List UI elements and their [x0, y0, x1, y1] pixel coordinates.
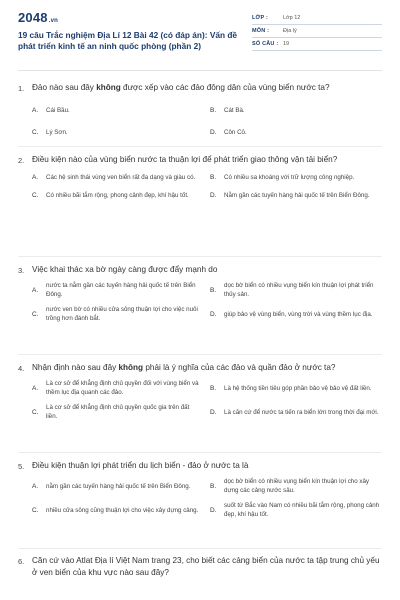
- option-letter: B.: [210, 483, 217, 491]
- options-grid: [32, 282, 382, 324]
- option-text: dọc bờ biển có nhiều vụng biển kín thuận lợi phát triển thủy sản.: [224, 282, 374, 299]
- option-c[interactable]: [32, 190, 208, 202]
- option-letter: C.: [32, 507, 39, 515]
- option-letter: A.: [32, 174, 39, 182]
- options-grid: [32, 380, 382, 422]
- option-text: suốt từ Bắc vào Nam có nhiều bãi tắm rộng, phong cảnh đẹp, khí hậu tốt.: [224, 502, 380, 519]
- option-text: Côn Cỏ.: [224, 128, 247, 136]
- option-letter: D.: [210, 192, 217, 200]
- option-c[interactable]: [32, 306, 208, 324]
- question-3: [18, 264, 382, 324]
- option-text: Là cơ sở để khẳng định chủ quyền quốc gia trên đất liền.: [46, 404, 190, 421]
- meta-key: LỚP :: [252, 15, 268, 21]
- option-d[interactable]: [210, 306, 386, 324]
- option-letter: D.: [210, 507, 217, 515]
- option-c[interactable]: [32, 127, 208, 139]
- option-letter: C.: [32, 192, 39, 200]
- option-d[interactable]: [210, 190, 386, 202]
- option-letter: A.: [32, 107, 39, 115]
- question-text-part: Nhận định nào sau đây: [32, 363, 119, 372]
- option-letter: A.: [32, 287, 39, 295]
- question-text-part: được xếp vào các đảo đông dân của vùng biển nước ta?: [120, 83, 330, 92]
- question-separator: [18, 452, 382, 453]
- question-text-part: Việc khai thác xa bờ ngày càng được đẩy mạnh do: [32, 265, 218, 274]
- option-a[interactable]: [32, 105, 208, 117]
- meta-row-count: [252, 38, 382, 51]
- option-letter: D.: [210, 409, 217, 417]
- option-letter: A.: [32, 385, 39, 393]
- option-b[interactable]: [210, 282, 386, 300]
- option-letter: B.: [210, 385, 217, 393]
- meta-row-subject: [252, 25, 382, 38]
- option-text: Có nhiều sa khoáng với trữ lượng công nghiệp.: [224, 173, 355, 181]
- meta-value: Lớp 12: [283, 15, 301, 21]
- question-number: 5.: [18, 462, 25, 471]
- question-text: [32, 555, 382, 579]
- option-text: Có nhiều bãi tắm rộng, phong cảnh đẹp, khí hậu tốt.: [46, 191, 189, 199]
- option-text: Nằm gần các tuyến hàng hải quốc tế trên Biển Đông.: [224, 191, 370, 199]
- option-text: giúp bảo vệ vùng biển, vùng trời và vùng thềm lục địa.: [224, 310, 373, 318]
- question-separator: [18, 548, 382, 549]
- option-d[interactable]: [210, 404, 386, 422]
- option-letter: C.: [32, 129, 39, 137]
- option-text: Là cơ sở để khẳng định chủ quyền đối với vùng biển và thềm lục địa quanh các đảo.: [46, 380, 199, 397]
- question-number: 6.: [18, 557, 25, 566]
- question-number: 4.: [18, 364, 25, 373]
- logo-main: 2048: [18, 10, 48, 25]
- option-text: nằm gần các tuyến hàng hải quốc tế trên Biển Đông.: [46, 482, 191, 490]
- option-letter: C.: [32, 409, 39, 417]
- question-text-part: Căn cứ vào Atlat Địa lí Việt Nam trang 23, cho biết các cảng biển của nước ta tập trung chủ yếu ở ven biển của khu vực nào sau đây?: [32, 556, 380, 578]
- question-text-emphasis: không: [118, 363, 144, 372]
- question-1: [18, 82, 382, 139]
- question-text: [32, 154, 382, 166]
- question-text: [32, 460, 382, 472]
- option-b[interactable]: [210, 172, 386, 184]
- option-letter: C.: [32, 311, 39, 319]
- option-text: Cái Bầu.: [46, 106, 70, 114]
- option-letter: A.: [32, 483, 39, 491]
- question-text-part: Điều kiện thuận lợi phát triển du lịch biển - đảo ở nước ta là: [32, 461, 249, 470]
- option-a[interactable]: [32, 172, 208, 184]
- question-text-part: Điều kiện nào của vùng biển nước ta thuận lợi để phát triển giao thông vận tải biển?: [32, 155, 338, 164]
- option-letter: D.: [210, 311, 217, 319]
- question-text-part: phải là ý nghĩa của các đảo và quần đảo ở nước ta?: [143, 363, 336, 372]
- question-text-emphasis: không: [96, 83, 121, 92]
- option-a[interactable]: [32, 478, 208, 496]
- meta-row-class: [252, 12, 382, 25]
- question-6: [18, 555, 382, 579]
- question-4: [18, 362, 382, 422]
- options-grid: [32, 105, 382, 139]
- meta-key: MÔN :: [252, 28, 270, 34]
- option-letter: D.: [210, 129, 217, 137]
- page-header: [0, 0, 400, 62]
- option-text: Lý Sơn.: [46, 128, 68, 136]
- question-number: 1.: [18, 84, 25, 93]
- option-text: Là căn cứ để nước ta tiến ra biển lớn trong thời đại mới.: [224, 408, 379, 416]
- option-letter: B.: [210, 287, 217, 295]
- option-text: Các hệ sinh thái vùng ven biển rất đa dạng và giàu có.: [46, 173, 196, 181]
- question-2: [18, 154, 382, 202]
- option-text: Cát Bà.: [224, 106, 245, 114]
- logo-suffix: .vn: [48, 18, 59, 24]
- header-divider: [18, 70, 382, 71]
- option-d[interactable]: [210, 502, 386, 520]
- question-text-part: Đảo nào sau đây: [32, 83, 97, 92]
- question-text: [32, 264, 382, 276]
- question-number: 3.: [18, 266, 25, 275]
- option-text: nước ta nằm gần các tuyến hàng hải quốc tế trên Biển Đông.: [46, 282, 196, 299]
- site-logo[interactable]: [18, 10, 58, 25]
- meta-key: SỐ CÂU :: [252, 41, 279, 47]
- option-b[interactable]: [210, 105, 386, 117]
- option-d[interactable]: [210, 127, 386, 139]
- question-text: [32, 82, 382, 94]
- option-a[interactable]: [32, 282, 208, 300]
- question-text: [32, 362, 382, 374]
- question-separator: [18, 354, 382, 355]
- option-letter: B.: [210, 174, 217, 182]
- option-text: nhiều cửa sông cũng thuận lợi cho việc xây dựng cảng.: [46, 506, 199, 514]
- document-meta: [252, 12, 382, 51]
- option-b[interactable]: [210, 380, 386, 398]
- meta-value: 19: [283, 41, 290, 47]
- option-c[interactable]: [32, 404, 208, 422]
- option-text: Là hệ thống tiền tiêu góp phần bảo vệ bảo vệ đất liền.: [224, 384, 372, 392]
- option-b[interactable]: [210, 478, 386, 496]
- question-5: [18, 460, 382, 520]
- option-text: dọc bờ biển có nhiều vụng biển kín thuận lợi cho xây dựng các cảng nước sâu.: [224, 478, 370, 495]
- option-a[interactable]: [32, 380, 208, 398]
- options-grid: [32, 478, 382, 520]
- meta-value: Địa lý: [283, 28, 297, 34]
- options-grid: [32, 172, 382, 202]
- option-c[interactable]: [32, 502, 208, 520]
- question-separator: [18, 256, 382, 257]
- option-letter: B.: [210, 107, 217, 115]
- document-title: 19 câu Trắc nghiệm Địa Lí 12 Bài 42 (có đáp án): Vấn đề phát triển kinh tế an ninh quốc phòng (phần 2): [18, 30, 238, 52]
- option-text: nước ven bờ có nhiều cửa sông thuận lợi cho việc nuôi trồng hơn đánh bắt.: [46, 306, 198, 323]
- question-separator: [18, 146, 382, 147]
- question-number: 2.: [18, 156, 25, 165]
